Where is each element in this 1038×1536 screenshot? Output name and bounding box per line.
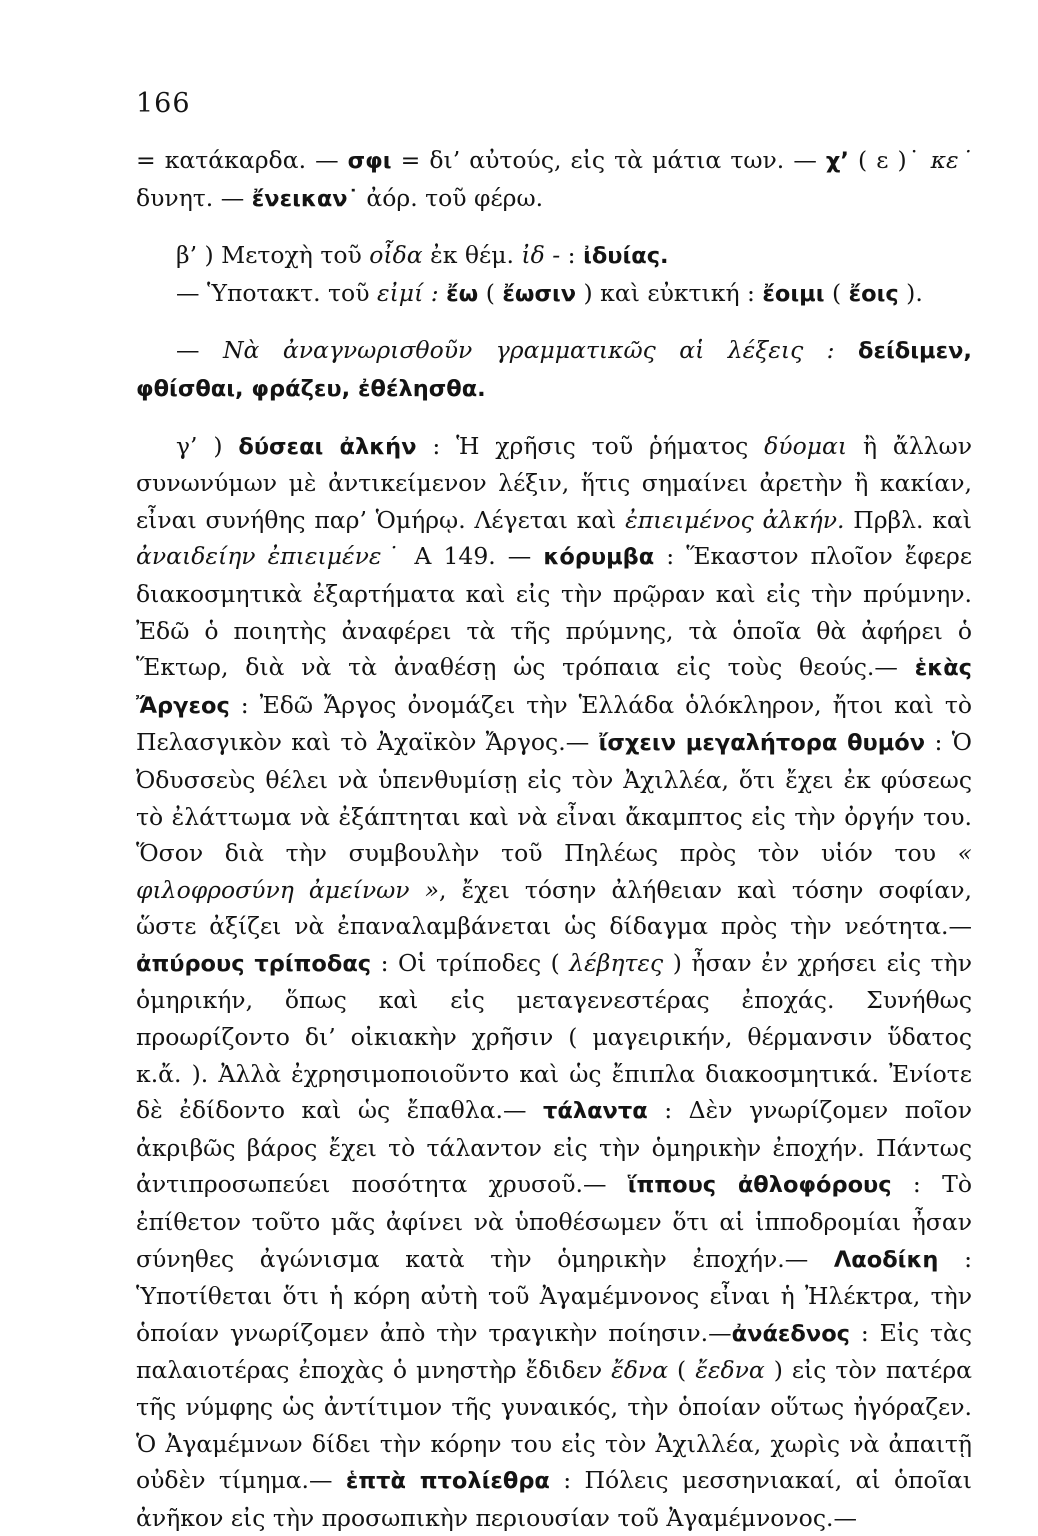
- text-run: Α 149. —: [402, 542, 544, 571]
- page-number: 166: [136, 88, 191, 119]
- lemma: ἔω: [446, 280, 479, 307]
- lemma: δύσεαι ἀλκήν: [238, 433, 417, 460]
- text-run: —: [176, 336, 223, 365]
- text-run: : Τὸ ἐπίθετον τοῦτο μᾶς ἀφίνει νὰ ὑποθέσωμεν ὅτι αἱ ἱπποδρομίαι ἦσαν σύνηθες ἀγώνισμα κατὰ τὴν ὁμηρικὴν ἐποχήν.—: [136, 1170, 972, 1273]
- text-run: γ’ ): [176, 431, 239, 460]
- text-run: [835, 336, 858, 364]
- text-run: ( ε )˙: [848, 146, 931, 174]
- italic-term: ἔεδνα: [695, 1356, 765, 1385]
- italic-quote: « φιλοφροσύνη ἀμείνων »: [136, 839, 972, 904]
- lemma: ἀνάεδνος: [731, 1320, 851, 1347]
- lemma: ἔωσιν: [502, 280, 577, 307]
- paragraph-beta-line-2: [136, 275, 972, 313]
- text-run: ).: [898, 278, 923, 307]
- italic-term: οἶδα: [369, 241, 423, 270]
- italic-term: ἔδνα: [611, 1356, 669, 1385]
- text-run: : Ἡ χρῆσις τοῦ ῥήματος: [416, 431, 765, 460]
- lemma: ἵππους ἀθλοφόρους: [627, 1172, 892, 1199]
- commentary-text: [136, 142, 972, 1536]
- paragraph-alpha-continuation: [136, 142, 972, 217]
- lemma: χ’: [825, 148, 849, 174]
- lemma: κόρυμβα: [543, 544, 655, 571]
- text-run: : Ἐδῶ Ἄργος ὀνομάζει τὴν Ἑλλάδα ὁλόκληρον, ἤτοι καὶ τὸ Πελασγικὸν καὶ τὸ Ἀχαϊκὸν Ἄργος.—: [136, 690, 972, 757]
- lemma: ἰδυίας.: [583, 243, 669, 270]
- text-run: ) καὶ εὐκτική :: [576, 278, 763, 307]
- italic-term: εἰμί :: [376, 278, 439, 307]
- lemma: ἔνεικαν˙: [251, 185, 359, 212]
- lemma: σφι: [347, 148, 392, 174]
- text-run: (: [478, 278, 503, 307]
- text-run: : Ὁ Ὀδυσσεὺς θέλει νὰ ὑπενθυμίσῃ εἰς τὸν Ἀχιλλέα, ὅτι ἔχει ἐκ φύσεως τὸ ἐλάττωμα νὰ ἐξάπτηται καὶ νὰ εἶναι ἄκαμπτος εἰς τὴν ὀργήν του. Ὅσον διὰ τὴν συμβουλὴν τοῦ Πηλέως πρὸς τὸν υἱόν του: [136, 728, 972, 868]
- text-run: ἀόρ. τοῦ φέρω.: [358, 183, 544, 212]
- text-run: , ἔχει τόσην ἀλήθειαν καὶ τόσην σοφίαν, ὥστε ἀξίζει νὰ ἐπαναλαμβάνεται ὡς δίδαγμα πρὸς τὴν νεότητα.—: [136, 875, 973, 941]
- text-run: ἐκ θέμ.: [422, 241, 522, 270]
- italic-term: ἐπιειμένος ἀλκήν.: [625, 505, 845, 534]
- lemma: ἀπύρους τρίποδας: [136, 950, 372, 977]
- lemma: ἑκὰς Ἄργεος: [136, 655, 972, 719]
- text-run: : Πόλεις μεσσηνιακαί, αἱ ὁποῖαι ἀνῆκον εἰς τὴν προσωπικὴν περιουσίαν τοῦ Ἀγαμέμνονος.—: [136, 1466, 972, 1532]
- text-run: :: [560, 241, 584, 270]
- lemma: ἔοις: [848, 280, 899, 307]
- text-run: : Ὑποτίθεται ὅτι ἡ κόρη αὐτὴ τοῦ Ἀγαμέμνονος εἶναι ἡ Ἠλέκτρα, τὴν ὁποίαν γνωρίζομεν ἀπὸ τὴν τραγικὴν ποίησιν.—: [136, 1244, 973, 1347]
- text-run: — Ὑποτακτ. τοῦ: [176, 278, 377, 307]
- italic-term: κε˙: [930, 146, 972, 174]
- italic-term: Νὰ ἀναγνωρισθοῦν γραμματικῶς αἱ λέξεις :: [222, 336, 835, 365]
- text-run: ) ἦσαν ἐν χρήσει εἰς τὴν ὁμηρικήν, ὅπως καὶ εἰς μεταγενεστέρας ἐποχάς. Συνήθως προωρίζοντο δι’ οἰκιακὴν χρῆσιν ( μαγειρικήν, θέρμανσιν ὕδατος κ.ἄ. ). Ἀλλὰ ἐχρησιμοποιοῦντο καὶ ὡς ἔπιπλα διακοσμητικά. Ἐνίοτε δὲ ἐδίδοντο καὶ ὡς ἔπαθλα.—: [136, 948, 972, 1125]
- italic-term: ἰδ -: [521, 241, 561, 270]
- text-run: : Εἰς τὰς παλαιοτέρας ἐποχὰς ὁ μνηστὴρ ἔδιδεν: [136, 1318, 973, 1385]
- text-run: δυνητ. —: [136, 183, 252, 212]
- paragraph-beta-line-1: [136, 237, 972, 275]
- italic-term: δύομαι: [764, 431, 848, 460]
- lemma: ἴσχειν μεγαλήτορα θυμόν: [598, 730, 926, 757]
- text-run: = κατάκαρδα. —: [136, 146, 348, 174]
- paragraph-exercise: [136, 332, 972, 407]
- paragraph-gamma: [136, 428, 972, 1536]
- text-run: = δι’ αὐτούς, εἰς τὰ μάτια των. —: [391, 146, 826, 174]
- italic-term: ἀναιδείην ἐπιειμένε˙: [136, 542, 403, 571]
- text-run: (: [824, 278, 849, 307]
- lemma: τάλαντα: [543, 1098, 648, 1125]
- text-run: : Ἕκαστον πλοῖον ἔφερε διακοσμητικὰ ἐξαρτήματα καὶ εἰς τὴν πρῷραν καὶ εἰς τὴν πρύμνην. Ἐδῶ ὁ ποιητὴς ἀναφέρει τὰ τῆς πρύμνης, τὰ ὁποῖα θὰ ἀφήρει ὁ Ἕκτωρ, διὰ νὰ τὰ ἀναθέσῃ ὡς τρόπαια εἰς τοὺς θεούς.—: [136, 542, 973, 682]
- text-run: : Δὲν γνωρίζομεν ποῖον ἀκριβῶς βάρος ἔχει τὸ τάλαντον εἰς τὴν ὁμηρικὴν ἐποχήν. Πάντως ἀντιπροσωπεύει ποσότητα χρυσοῦ.—: [136, 1096, 972, 1199]
- lemma: Λαοδίκη: [833, 1246, 939, 1273]
- lemma: ἑπτὰ πτολίεθρα: [345, 1468, 550, 1495]
- text-run: : Οἱ τρίποδες (: [371, 948, 570, 977]
- text-run: ) εἰς τὸν πατέρα τῆς νύμφης ὡς ἀντίτιμον τῆς γυναικός, τὴν ὁποίαν οὕτως ἠγόραζεν. Ὁ Ἀγαμέμνων δίδει τὴν κόρην του εἰς τὸν Ἀχιλλέα, χωρὶς νὰ ἀπαιτῇ οὐδὲν τίμημα.—: [136, 1356, 973, 1495]
- lemma: δείδιμεν, φθίσθαι, φράζευ, ἐθέλησθα.: [136, 338, 972, 402]
- lemma: ἔοιμι: [762, 280, 825, 307]
- text-run: ἢ ἄλλων συνωνύμων μὲ ἀντικείμενον λέξιν, ἥτις σημαίνει ἀρετὴν ἢ κακίαν, εἶναι συνήθης παρ’ Ὁμήρῳ. Λέγεται καὶ: [136, 431, 972, 534]
- text-run: Πρβλ. καὶ: [844, 505, 972, 534]
- text-run: (: [668, 1356, 696, 1385]
- italic-term: λέβητες: [569, 948, 664, 977]
- text-run: β’ ) Μετοχὴ τοῦ: [176, 241, 370, 270]
